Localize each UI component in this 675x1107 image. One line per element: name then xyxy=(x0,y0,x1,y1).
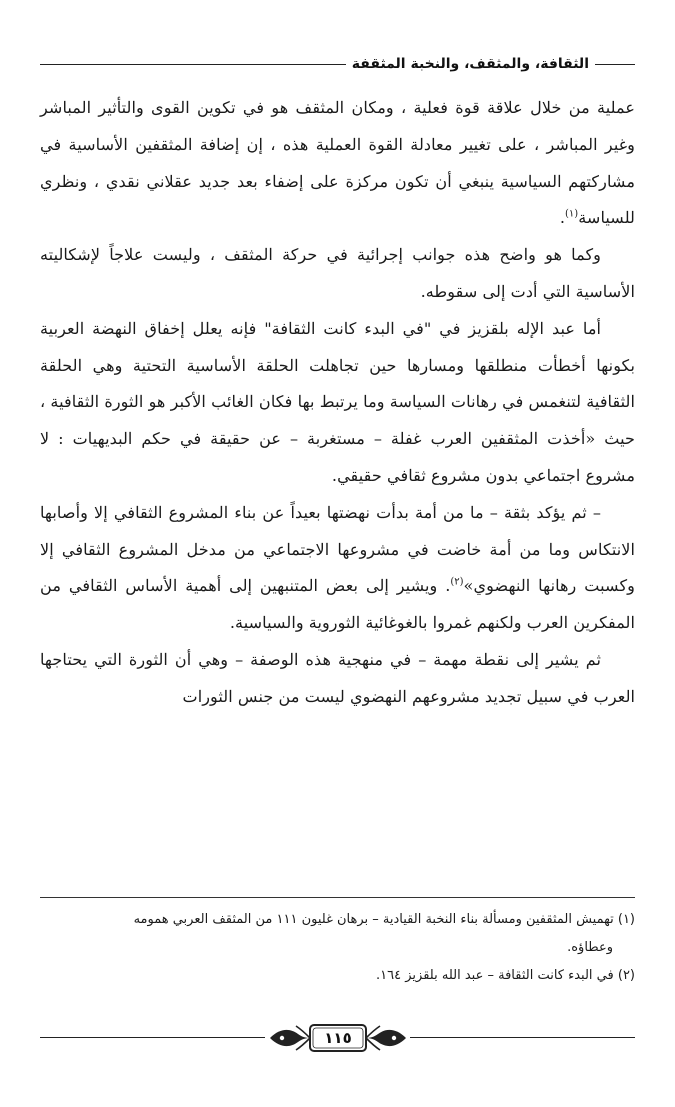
paragraph-1-end: . xyxy=(559,208,566,228)
paragraph-3: أما عبد الإله بلقزيز في "في البدء كانت الثقافة" فإنه يعلل إخفاق النهضة العربية بكونها أخطأت منطلقها ومسارها حين تجاهلت الحلقة الأساسية التحتية وهي الحلقة الثقافية لتنغمس في رهانات السياسة وما يرتبط بها فكان الغائب الأكبر هو الثورة الثقافية ، حيث «أخذت المثقفين العرب غفلة – مستغربة – عن حقيقة في حكم البديهيات : لا مشروع اجتماعي بدون مشروع ثقافي حقيقي. xyxy=(40,318,635,485)
running-header-title: الثقافة، والمثقف، والنخبة المثقفة xyxy=(351,56,589,72)
paragraph-4 xyxy=(40,495,635,642)
footnote-separator xyxy=(40,897,635,898)
page-footer xyxy=(40,1020,635,1056)
paragraph-1-text: عملية من خلال علاقة قوة فعلية ، ومكان المثقف هو في تكوين القوى والتأثير المباشر وغير المباشر ، على تغيير معادلة القوة العملية هذه ، إن إضافة المثقفين الأساسية في مشاركتهم السياسية ينبغي أن تكون مركزة على إضفاء بعد جديد عقلاني نقدي ، ونظري للسياسة xyxy=(40,98,635,228)
paragraph-2: وكما هو واضح هذه جوانب إجرائية في حركة المثقف ، وليست علاجاً لإشكاليته الأساسية التي أدت إلى سقوطه. xyxy=(40,245,635,301)
paragraph-4-text-a: – ثم يؤكد بثقة – ما من أمة بدأت نهضتها بعيداً عن بناء المشروع الثقافي إلا وأصابها الانتكاس وما من أمة خاضت في مشروعها الاجتماعي من مدخل المشروع الثقافي إلا وكسبت رهانها النهضوي» xyxy=(40,502,635,596)
header-rule-right xyxy=(595,64,635,65)
page-number: ١١٥ xyxy=(324,1029,352,1047)
paragraph-1 xyxy=(40,90,635,237)
footnote-1-continuation: وعطاؤه. xyxy=(567,940,613,955)
header-rule-left xyxy=(40,64,346,65)
footnote-1: (١) تهميش المثقفين ومسألة بناء النخبة القيادية – برهان غليون ١١١ من المثقف العربي همومه xyxy=(133,912,635,927)
footnote-2: (٢) في البدء كانت الثقافة – عبد الله بلقزيز ١٦٤. xyxy=(376,968,635,983)
running-header xyxy=(40,52,635,76)
footnotes xyxy=(40,906,635,990)
footer-rule-left xyxy=(40,1037,265,1038)
paragraph-5: ثم يشير إلى نقطة مهمة – في منهجية هذه الوصفة – وهي أن الثورة التي يحتاجها العرب في سبيل تجديد مشروعهم النهضوي ليست من جنس الثورات xyxy=(40,649,635,706)
paragraph-4-text-b: . ويشير إلى بعض المتنبهين إلى أهمية الأساس الثقافي من المفكرين العرب ولكنهم غمروا بالغوغائية الثوروية والسياسية. xyxy=(40,576,635,633)
footnote-ref-1: (١) xyxy=(565,209,579,220)
footnote-ref-2: (٢) xyxy=(450,576,464,588)
main-text xyxy=(40,90,635,716)
footer-rule-right xyxy=(410,1037,635,1038)
